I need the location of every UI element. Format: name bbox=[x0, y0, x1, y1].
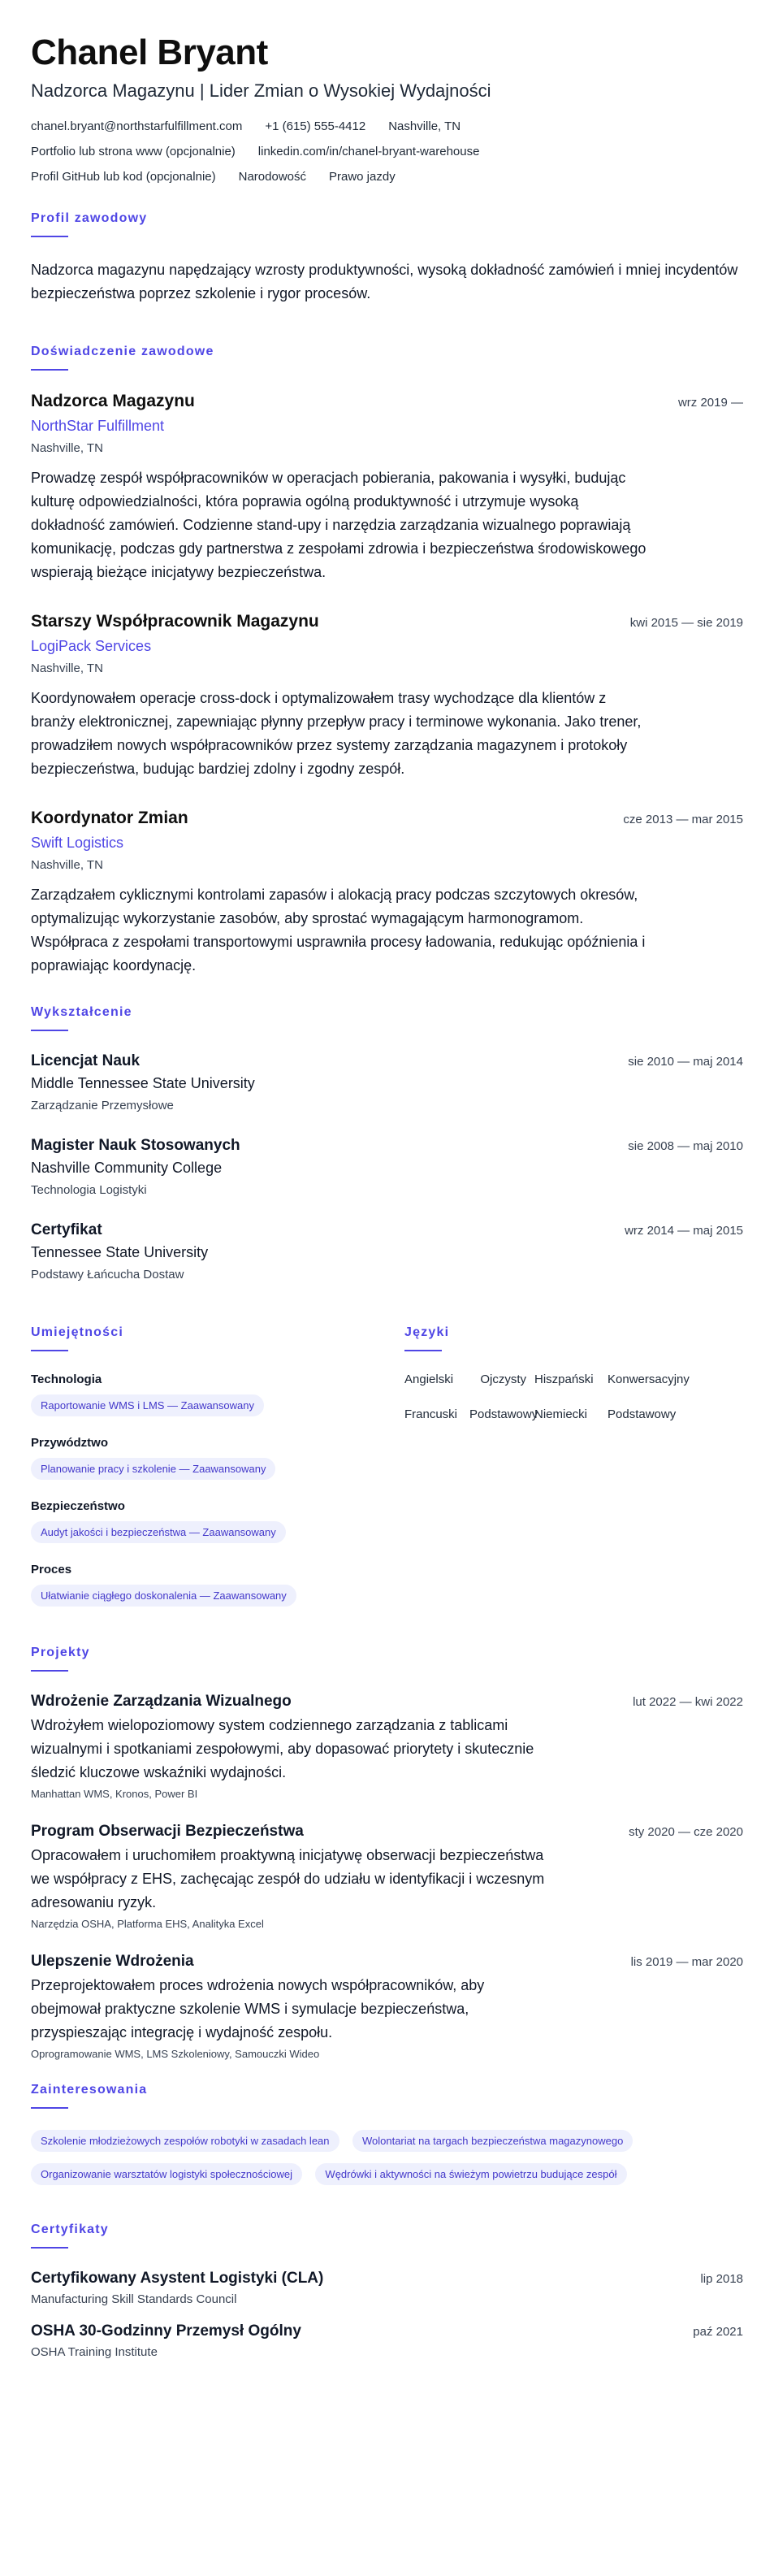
project-description: Przeprojektowałem proces wdrożenia nowych współpracowników, aby obejmował praktyczne szkolenie WMS i symulacje bezpieczeństwa, przyspieszając integrację i wydajność zespołu. bbox=[31, 1976, 485, 2040]
candidate-name: Chanel Bryant bbox=[31, 33, 268, 72]
section-divider bbox=[31, 2247, 68, 2249]
education-entry bbox=[31, 1137, 743, 1197]
job-title: Nadzorca Magazynu bbox=[31, 391, 195, 410]
language-name: Niemiecki bbox=[534, 1407, 588, 1421]
education-date: wrz 2014 — maj 2015 bbox=[625, 1223, 743, 1238]
project-title: Ulepszenie Wdrożenia bbox=[31, 1952, 194, 1970]
interests-list bbox=[31, 2130, 743, 2197]
education-degree: Certyfikat bbox=[31, 1221, 102, 1238]
nationality-text: Narodowość bbox=[238, 169, 306, 184]
education-school: Middle Tennessee State University bbox=[31, 1074, 255, 1091]
section-divider bbox=[31, 2107, 68, 2109]
job-location: Nashville, TN bbox=[31, 857, 103, 872]
linkedin-link[interactable]: linkedin.com/in/chanel-bryant-warehouse bbox=[257, 144, 480, 158]
job-description: Prowadzę zespół współpracowników w operacjach pobierania, pakowania i wysyłki, budując kulturę odpowiedzialności, która poprawia ogólną produktywność i utrzymuje wysoką dokładność zamówień. Codzienne stand-upy i narzędzia zarządzania wizualnego poprawiają komunikację, podczas gdy partnerstwa z zespołami zdrowia i bezpieczeństwa środowiskowego wspierają bieżące inicjatywy bezpieczeństwa. bbox=[31, 469, 646, 580]
education-field: Podstawy Łańcucha Dostaw bbox=[31, 1267, 184, 1281]
project-description: Opracowałem i uruchomiłem proaktywną inicjatywę obserwacji bezpieczeństwa we współpracy z EHS, zachęcając zespół do udziału w identyfikacji i wczesnym adresowaniu ryzyk. bbox=[31, 1846, 545, 1910]
skill-pill: Ułatwianie ciągłego doskonalenia — Zaawansowany bbox=[31, 1585, 296, 1607]
education-date: sie 2008 — maj 2010 bbox=[628, 1138, 743, 1153]
language-name: Hiszpański bbox=[534, 1372, 594, 1386]
section-title-languages: Języki bbox=[404, 1325, 450, 1339]
project-date: lis 2019 — mar 2020 bbox=[630, 1954, 743, 1969]
section-divider bbox=[31, 1350, 68, 1351]
project-description: Wdrożyłem wielopoziomowy system codziennego zarządzania z tablicami wizualnymi i spotkaniami zespołowymi, aby dopasować priorytety i skutecznie śledzić kluczowe wskaźniki wydajności. bbox=[31, 1716, 534, 1780]
project-date: sty 2020 — cze 2020 bbox=[629, 1824, 743, 1839]
language-level: Podstawowy bbox=[469, 1407, 538, 1421]
job-company: Swift Logistics bbox=[31, 834, 124, 851]
language-level: Ojczysty bbox=[480, 1372, 526, 1386]
project-title: Program Obserwacji Bezpieczeństwa bbox=[31, 1822, 304, 1840]
job-location: Nashville, TN bbox=[31, 661, 103, 675]
job-entry bbox=[31, 809, 743, 978]
language-level: Konwersacyjny bbox=[608, 1372, 690, 1386]
education-field: Technologia Logistyki bbox=[31, 1182, 147, 1197]
certificate-title: Certyfikowany Asystent Logistyki (CLA) bbox=[31, 2269, 324, 2287]
languages-grid bbox=[404, 1373, 743, 1421]
section-title-skills: Umiejętności bbox=[31, 1325, 123, 1339]
skill-category: Proces bbox=[31, 1562, 72, 1576]
education-degree: Magister Nauk Stosowanych bbox=[31, 1136, 240, 1154]
section-title-interests: Zainteresowania bbox=[31, 2082, 148, 2097]
section-title-certificates: Certyfikaty bbox=[31, 2222, 109, 2236]
languages-column bbox=[404, 1306, 743, 1626]
project-date: lut 2022 — kwi 2022 bbox=[633, 1694, 743, 1709]
certificate-entry bbox=[31, 2322, 743, 2359]
certificate-title: OSHA 30-Godzinny Przemysł Ogólny bbox=[31, 2322, 301, 2340]
certificate-org: Manufacturing Skill Standards Council bbox=[31, 2292, 237, 2306]
project-tech: Oprogramowanie WMS, LMS Szkoleniowy, Samouczki Wideo bbox=[31, 2047, 320, 2060]
job-description: Koordynowałem operacje cross-dock i optymalizowałem trasy wychodzące dla klientów z branży elektronicznej, zapewniając płynny przepływ pracy i terminowe wykonania. Jako trener, prowadziłem nowych współpracowników przez systemy zarządzania magazynem i protokoły bezpieczeństwa, budując bardziej zdolny i zgodny zespół. bbox=[31, 689, 642, 777]
project-tech: Narzędzia OSHA, Platforma EHS, Analityka Excel bbox=[31, 1917, 264, 1930]
education-date: sie 2010 — maj 2014 bbox=[628, 1054, 743, 1069]
phone-number[interactable]: +1 (615) 555-4412 bbox=[265, 119, 366, 133]
language-name: Angielski bbox=[404, 1372, 454, 1386]
job-title: Starszy Współpracownik Magazynu bbox=[31, 611, 319, 631]
language-level: Podstawowy bbox=[608, 1407, 677, 1421]
skills-languages-columns bbox=[31, 1306, 743, 1626]
section-divider bbox=[31, 369, 68, 371]
profile-summary: Nadzorca magazynu napędzający wzrosty produktywności, wysoką dokładność zamówień i mniej incydentów bezpieczeństwa poprzez szkolenie i rygor procesów. bbox=[31, 261, 738, 301]
portfolio-link[interactable]: Portfolio lub strona www (opcjonalnie) bbox=[31, 144, 236, 158]
skill-pill: Planowanie pracy i szkolenie — Zaawansowany bbox=[31, 1458, 275, 1480]
contact-row bbox=[31, 170, 743, 184]
section-title-experience: Doświadczenie zawodowe bbox=[31, 344, 214, 358]
skill-category: Przywództwo bbox=[31, 1435, 109, 1450]
certificate-org: OSHA Training Institute bbox=[31, 2344, 158, 2359]
job-date: kwi 2015 — sie 2019 bbox=[629, 615, 743, 630]
section-title-projects: Projekty bbox=[31, 1645, 90, 1659]
job-description: Zarządzałem cyklicznymi kontrolami zapasów i alokacją pracy podczas szczytowych okresów, optymalizując wykorzystanie zasobów, aby sprostać wymagającym harmonogramom. Współpraca z zespołami transportowymi usprawniła procesy ładowania, redukując opóźnienia i poprawiając koordynację. bbox=[31, 886, 646, 974]
language-name: Francuski bbox=[404, 1407, 458, 1421]
driving-license-text: Prawo jazdy bbox=[329, 169, 396, 184]
job-company: NorthStar Fulfillment bbox=[31, 417, 165, 434]
job-date: wrz 2019 — bbox=[677, 395, 743, 410]
education-entry bbox=[31, 1052, 743, 1112]
skill-category: Technologia bbox=[31, 1372, 102, 1386]
interest-pill: Szkolenie młodzieżowych zespołów robotyki w zasadach lean bbox=[31, 2130, 339, 2152]
job-company: LogiPack Services bbox=[31, 637, 152, 654]
project-entry bbox=[31, 1693, 743, 1800]
skill-pill: Raportowanie WMS i LMS — Zaawansowany bbox=[31, 1394, 264, 1416]
location-text: Nashville, TN bbox=[388, 119, 461, 133]
interest-pill: Wolontariat na targach bezpieczeństwa magazynowego bbox=[352, 2130, 633, 2152]
job-entry bbox=[31, 612, 743, 781]
contact-block bbox=[31, 119, 743, 184]
github-link[interactable]: Profil GitHub lub kod (opcjonalnie) bbox=[31, 169, 216, 184]
project-title: Wdrożenie Zarządzania Wizualnego bbox=[31, 1692, 292, 1710]
project-tech: Manhattan WMS, Kronos, Power BI bbox=[31, 1787, 198, 1800]
contact-row bbox=[31, 145, 743, 158]
education-field: Zarządzanie Przemysłowe bbox=[31, 1098, 174, 1112]
section-title-education: Wykształcenie bbox=[31, 1004, 132, 1019]
education-degree: Licencjat Nauk bbox=[31, 1052, 141, 1069]
section-divider bbox=[31, 236, 68, 237]
project-entry bbox=[31, 1953, 743, 2060]
skill-pill: Audyt jakości i bezpieczeństwa — Zaawansowany bbox=[31, 1521, 286, 1543]
interest-pill: Organizowanie warsztatów logistyki społecznościowej bbox=[31, 2163, 302, 2185]
candidate-tagline: Nadzorca Magazynu | Lider Zmian o Wysokiej Wydajności bbox=[31, 80, 491, 101]
job-entry bbox=[31, 392, 743, 584]
section-divider bbox=[404, 1350, 442, 1351]
certificate-date: lip 2018 bbox=[700, 2271, 743, 2286]
skills-column bbox=[31, 1306, 404, 1626]
job-location: Nashville, TN bbox=[31, 440, 103, 455]
section-divider bbox=[31, 1670, 68, 1672]
contact-row bbox=[31, 119, 743, 133]
education-school: Tennessee State University bbox=[31, 1243, 209, 1260]
interest-pill: Wędrówki i aktywności na świeżym powietrzu budujące zespół bbox=[315, 2163, 626, 2185]
project-entry bbox=[31, 1823, 743, 1930]
email-link[interactable]: chanel.bryant@northstarfulfillment.com bbox=[31, 119, 243, 133]
education-entry bbox=[31, 1221, 743, 1281]
skill-category: Bezpieczeństwo bbox=[31, 1498, 125, 1513]
job-title: Koordynator Zmian bbox=[31, 808, 188, 827]
certificate-entry bbox=[31, 2270, 743, 2306]
job-date: cze 2013 — mar 2015 bbox=[623, 812, 743, 826]
section-title-profile: Profil zawodowy bbox=[31, 210, 148, 225]
certificate-date: paź 2021 bbox=[693, 2324, 743, 2339]
section-divider bbox=[31, 1030, 68, 1031]
education-school: Nashville Community College bbox=[31, 1159, 223, 1176]
